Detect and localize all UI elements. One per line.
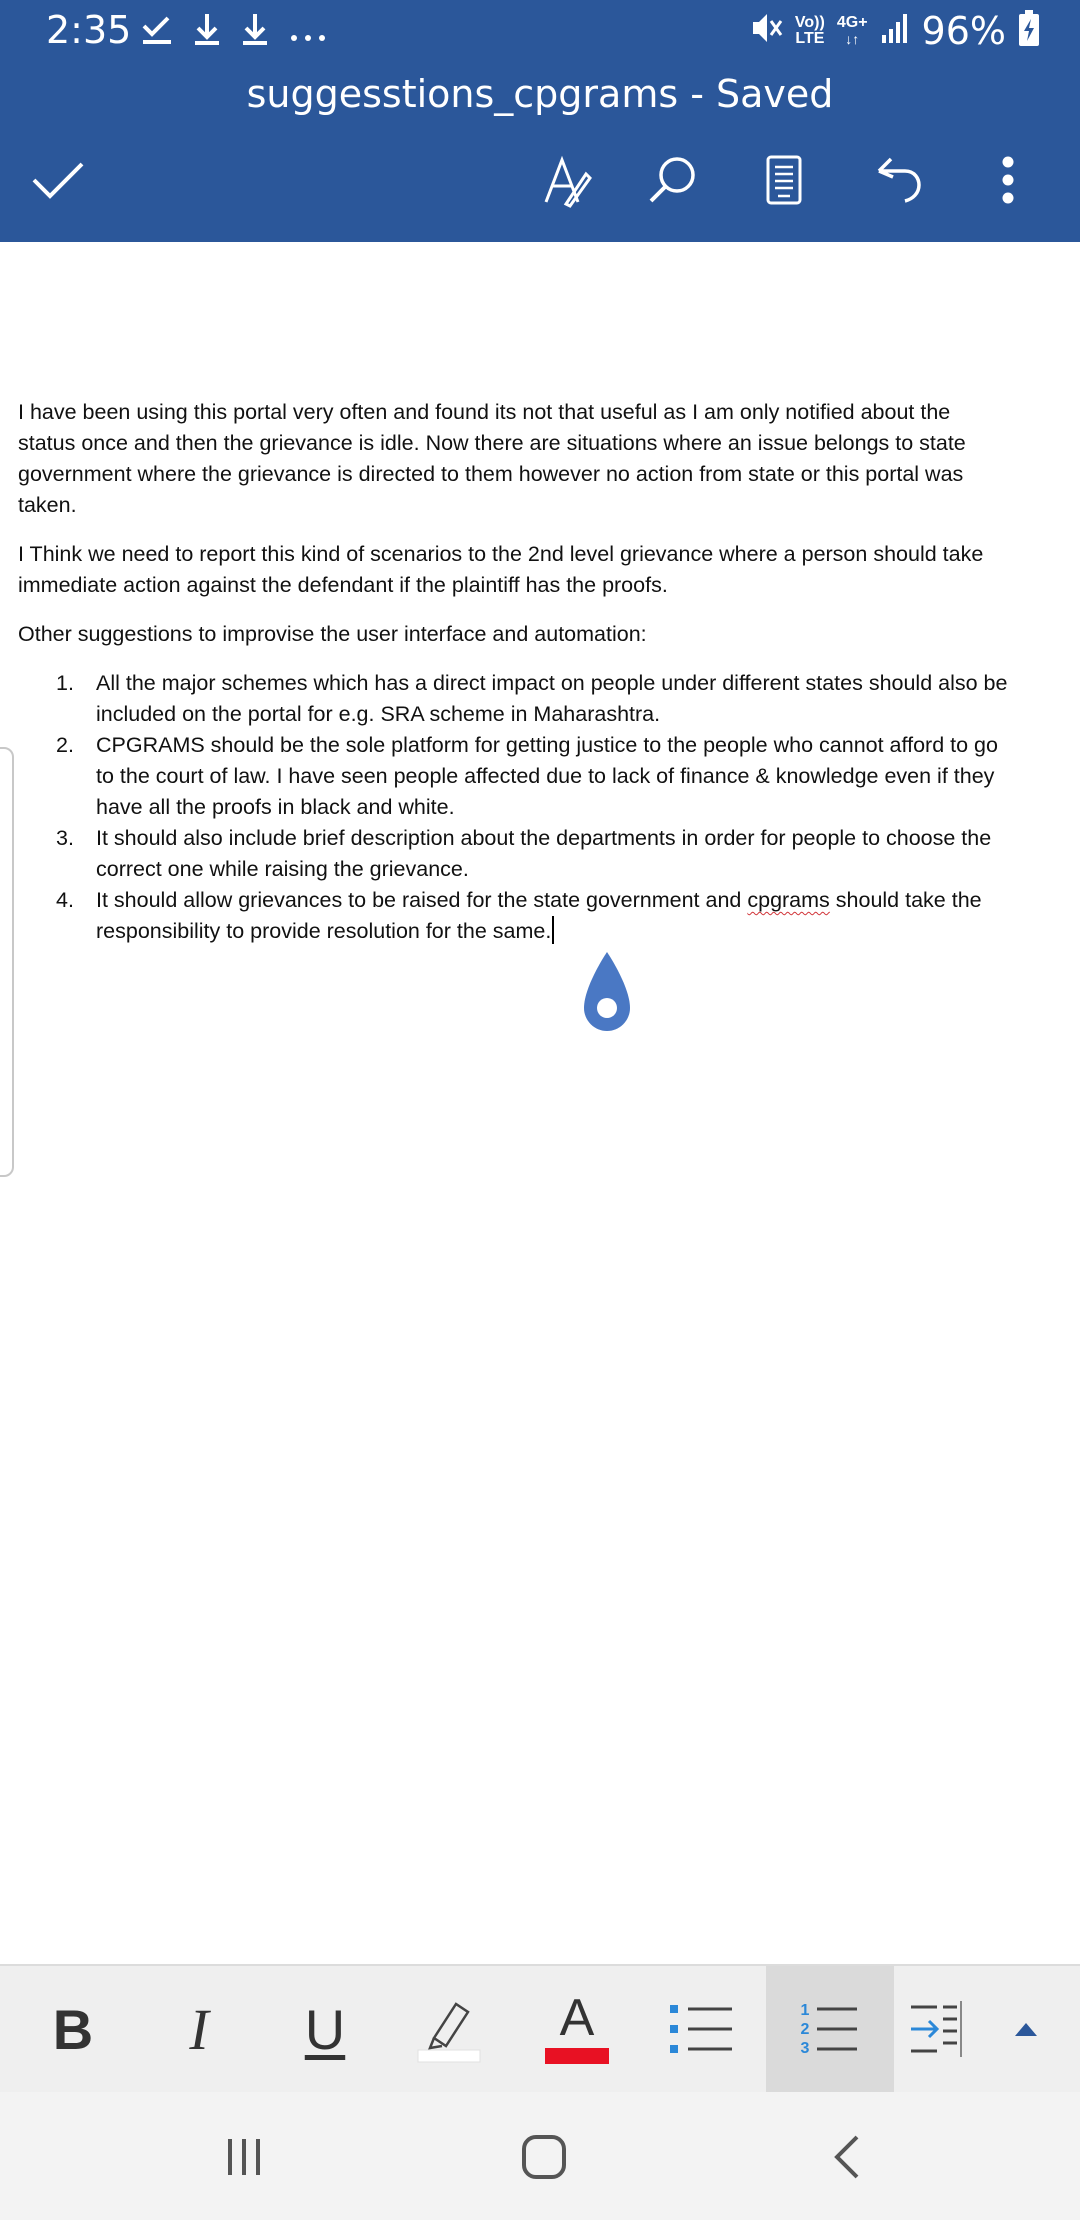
highlight-button[interactable] — [396, 1966, 506, 2092]
home-icon[interactable] — [504, 2122, 584, 2192]
network-type-label: 4G+ — [836, 13, 868, 31]
list-item-text[interactable]: It should allow grievances to be raised for the state government and — [96, 888, 748, 912]
status-time: 2:35 — [46, 8, 132, 52]
document-canvas[interactable] — [0, 242, 1080, 1964]
paragraph-2[interactable]: I Think we need to report this kind of scenarios to the 2nd level grievance where a person should take immediate action against the defendant if the plaintiff has the proofs. — [18, 542, 984, 597]
expand-up-icon — [1013, 2020, 1039, 2038]
battery-percent: 96% — [921, 8, 1006, 53]
list-item[interactable] — [18, 823, 1008, 885]
list-item-text[interactable]: All the major schemes which has a direct impact on people under different states should also be included on the portal for e.g. SRA scheme in Maharashtra. — [96, 671, 1008, 726]
italic-button[interactable] — [144, 1966, 254, 2092]
cursor-handle-icon[interactable] — [582, 950, 632, 1034]
list-number: 2. — [56, 733, 74, 757]
paragraph-3[interactable]: Other suggestions to improvise the user interface and automation: — [18, 622, 647, 646]
status-notification-icons — [140, 8, 328, 52]
mute-icon — [749, 8, 783, 53]
list-item[interactable] — [18, 730, 1008, 823]
list-item[interactable] — [18, 885, 1008, 947]
list-item-text[interactable]: CPGRAMS should be the sole platform for getting justice to the people who cannot afford to go to the court of law. I have seen people affected due to lack of finance & knowledge even if they have all the proofs in black and white. — [96, 733, 998, 819]
download-icon — [192, 8, 222, 52]
highlighter-icon — [416, 1994, 486, 2064]
done-check-icon[interactable] — [28, 150, 88, 210]
font-color-button[interactable] — [522, 1966, 632, 2092]
underline-button[interactable] — [270, 1966, 380, 2092]
signal-icon — [880, 11, 910, 50]
status-right-icons — [749, 8, 1040, 53]
numbered-list-digit: 3 — [800, 2039, 810, 2057]
document-body[interactable] — [18, 397, 1008, 947]
check-download-icon — [140, 8, 174, 52]
formatting-toolbar — [0, 1964, 1080, 2092]
numbered-list-digit: 1 — [800, 2001, 810, 2019]
network-type — [837, 15, 868, 47]
system-navigation-bar — [0, 2092, 1080, 2220]
indent-icon — [907, 1999, 963, 2059]
font-color-letter: A — [559, 1989, 595, 2047]
network-volte-top: Vo)) — [794, 13, 825, 31]
app-header — [0, 0, 1080, 242]
list-number: 4. — [56, 888, 74, 912]
indent-button[interactable] — [900, 1966, 970, 2092]
draw-pen-icon[interactable] — [536, 150, 596, 210]
list-item[interactable] — [18, 668, 1008, 730]
numbered-list-digits — [801, 2001, 810, 2058]
more-dots-icon — [288, 8, 328, 52]
more-options-icon[interactable] — [978, 150, 1038, 210]
list-item-text[interactable]: It should also include brief description about the departments in order for people to choose the correct one while raising the grievance. — [96, 826, 992, 881]
document-title[interactable]: suggesstions_cpgrams - Saved — [246, 72, 834, 116]
font-color-group — [545, 1989, 609, 2064]
search-icon[interactable] — [642, 150, 702, 210]
misspelled-word[interactable]: cpgrams — [747, 888, 830, 912]
paragraph-1[interactable]: I have been using this portal very often and found its not that useful as I am only notified about the status once and then the grievance is idle. Now there are situations where an issue belongs to state government where the grievance is directed to them however no action from state or this portal was taken. — [18, 400, 966, 517]
bullet-list-icon — [668, 2001, 734, 2057]
text-cursor — [552, 916, 554, 944]
list-number: 3. — [56, 826, 74, 850]
list-item-text-end[interactable]: should take the responsibility to provide resolution for the same. — [96, 888, 982, 943]
suggestions-list[interactable] — [18, 668, 1008, 947]
list-number: 1. — [56, 671, 74, 695]
expand-up-button[interactable] — [976, 1966, 1076, 2092]
data-arrows-icon: ↓↑ — [845, 30, 860, 47]
bullet-list-button[interactable] — [646, 1966, 756, 2092]
undo-icon[interactable] — [868, 150, 928, 210]
recent-apps-icon[interactable] — [204, 2122, 284, 2192]
download-icon — [240, 8, 270, 52]
numbered-list-digit: 2 — [800, 2020, 810, 2038]
mobile-view-icon[interactable] — [754, 150, 814, 210]
italic-label: I — [189, 1996, 209, 2062]
numbered-list-icon — [801, 2001, 860, 2058]
network-volte — [795, 15, 825, 47]
network-volte-bottom: LTE — [795, 29, 825, 47]
section-margin-marker — [0, 747, 14, 1177]
battery-charging-icon — [1018, 9, 1040, 52]
bold-button[interactable] — [18, 1966, 128, 2092]
back-icon[interactable] — [806, 2122, 886, 2192]
bold-label: B — [52, 1997, 94, 2061]
underline-label: U — [304, 1997, 346, 2061]
status-bar — [0, 0, 1080, 62]
numbered-list-button[interactable] — [766, 1966, 894, 2092]
font-color-swatch — [545, 2048, 609, 2064]
